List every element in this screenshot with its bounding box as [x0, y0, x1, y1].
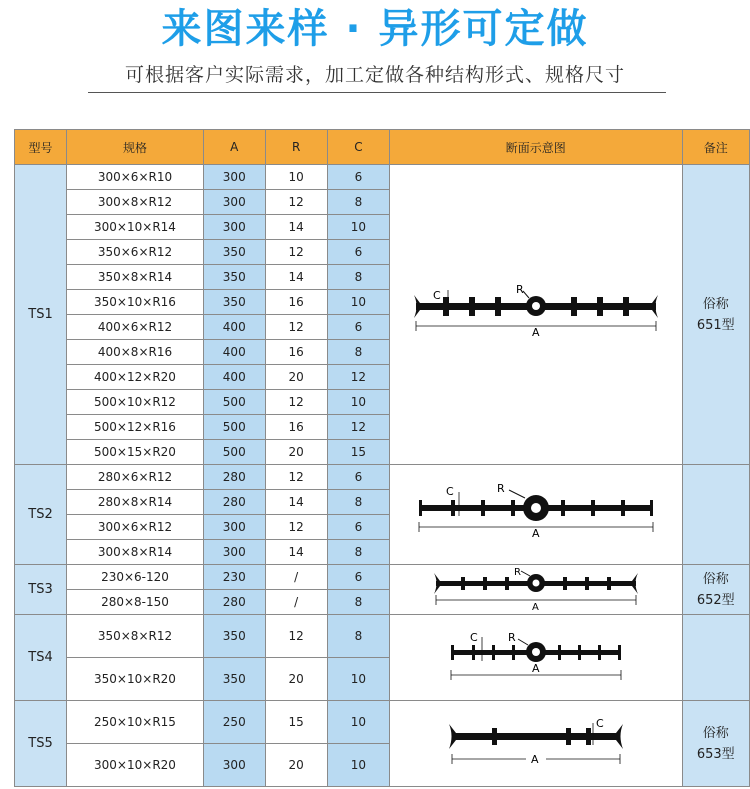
header-diagram: 断面示意图 — [390, 130, 682, 165]
r-cell: 20 — [265, 744, 327, 787]
a-cell: 280 — [203, 490, 265, 515]
a-cell: 350 — [203, 658, 265, 701]
r-cell: 12 — [265, 240, 327, 265]
spec-cell: 400×6×R12 — [67, 315, 204, 340]
a-cell: 350 — [203, 615, 265, 658]
r-cell: 12 — [265, 390, 327, 415]
c-cell: 10 — [327, 390, 389, 415]
spec-cell: 250×10×R15 — [67, 701, 204, 744]
spec-cell: 350×8×R14 — [67, 265, 204, 290]
spec-cell: 300×8×R12 — [67, 190, 204, 215]
diagram-ts5 — [390, 701, 682, 787]
note-model: 653型 — [696, 746, 735, 762]
r-cell: 14 — [265, 215, 327, 240]
label-c: C — [595, 716, 604, 730]
r-cell: / — [265, 565, 327, 590]
spec-cell: 500×10×R12 — [67, 390, 204, 415]
a-cell: 300 — [203, 215, 265, 240]
a-cell: 400 — [203, 365, 265, 390]
waterstop-ts1-diagram — [411, 285, 661, 345]
r-cell: 12 — [265, 465, 327, 490]
c-cell: 8 — [327, 540, 389, 565]
c-cell: 10 — [327, 215, 389, 240]
diagram-ts1 — [390, 165, 682, 465]
c-cell: 8 — [327, 590, 389, 615]
label-r: R — [496, 481, 505, 495]
spec-cell: 300×10×R20 — [67, 744, 204, 787]
label-r: R — [513, 566, 521, 578]
table-row — [15, 615, 750, 658]
c-cell: 10 — [327, 744, 389, 787]
spec-cell: 350×10×R20 — [67, 658, 204, 701]
diagram-ts4 — [390, 615, 682, 701]
note-model: 652型 — [696, 592, 735, 608]
a-cell: 230 — [203, 565, 265, 590]
spec-table — [14, 129, 750, 787]
a-cell: 300 — [203, 744, 265, 787]
header-a: A — [203, 130, 265, 165]
c-cell: 8 — [327, 340, 389, 365]
spec-cell: 300×6×R10 — [67, 165, 204, 190]
note-652 — [682, 565, 749, 615]
header-type: 型号 — [15, 130, 67, 165]
label-a: A — [530, 752, 539, 766]
spec-cell: 300×10×R14 — [67, 215, 204, 240]
label-a: A — [531, 526, 540, 540]
waterstop-ts2-diagram — [411, 480, 661, 550]
a-cell: 350 — [203, 265, 265, 290]
model-ts4: TS4 — [15, 615, 67, 701]
spec-cell: 280×8×R14 — [67, 490, 204, 515]
title-divider — [88, 92, 666, 93]
c-cell: 6 — [327, 465, 389, 490]
c-cell: 6 — [327, 565, 389, 590]
r-cell: 12 — [265, 515, 327, 540]
r-cell: 16 — [265, 290, 327, 315]
header-c: C — [327, 130, 389, 165]
r-cell: 20 — [265, 440, 327, 465]
note-prefix: 俗称 — [702, 571, 729, 587]
note-653 — [682, 701, 749, 787]
label-a: A — [531, 661, 540, 675]
a-cell: 300 — [203, 165, 265, 190]
r-cell: / — [265, 590, 327, 615]
c-cell: 10 — [327, 290, 389, 315]
spec-cell: 230×6-120 — [67, 565, 204, 590]
header-row — [15, 130, 750, 165]
a-cell: 500 — [203, 390, 265, 415]
spec-cell: 280×8-150 — [67, 590, 204, 615]
c-cell: 8 — [327, 265, 389, 290]
a-cell: 300 — [203, 190, 265, 215]
table-row — [15, 701, 750, 744]
spec-cell: 350×8×R12 — [67, 615, 204, 658]
c-cell: 12 — [327, 415, 389, 440]
c-cell: 6 — [327, 240, 389, 265]
a-cell: 250 — [203, 701, 265, 744]
table-row — [15, 465, 750, 490]
label-c: C — [432, 288, 441, 302]
a-cell: 500 — [203, 415, 265, 440]
r-cell: 15 — [265, 701, 327, 744]
label-c: C — [469, 630, 478, 644]
spec-cell: 500×15×R20 — [67, 440, 204, 465]
r-cell: 14 — [265, 490, 327, 515]
label-c: C — [445, 484, 454, 498]
note-empty — [682, 615, 749, 701]
label-r: R — [507, 630, 516, 644]
label-r: R — [515, 284, 524, 296]
diagram-ts3 — [390, 565, 682, 615]
a-cell: 300 — [203, 515, 265, 540]
model-ts1: TS1 — [15, 165, 67, 465]
spec-cell: 300×8×R14 — [67, 540, 204, 565]
spec-cell: 350×10×R16 — [67, 290, 204, 315]
spec-cell: 400×12×R20 — [67, 365, 204, 390]
label-a: A — [531, 325, 540, 339]
spec-cell: 300×6×R12 — [67, 515, 204, 540]
a-cell: 280 — [203, 590, 265, 615]
a-cell: 400 — [203, 340, 265, 365]
label-a: A — [531, 601, 539, 613]
note-prefix: 俗称 — [702, 296, 729, 312]
c-cell: 6 — [327, 315, 389, 340]
r-cell: 20 — [265, 658, 327, 701]
c-cell: 12 — [327, 365, 389, 390]
model-ts3: TS3 — [15, 565, 67, 615]
diagram-ts2 — [390, 465, 682, 565]
r-cell: 12 — [265, 315, 327, 340]
spec-cell: 350×6×R12 — [67, 240, 204, 265]
c-cell: 6 — [327, 165, 389, 190]
note-model: 651型 — [696, 317, 735, 333]
a-cell: 350 — [203, 290, 265, 315]
r-cell: 20 — [265, 365, 327, 390]
page-title: 来图来样 · 异形可定做 — [161, 6, 589, 52]
table-row — [15, 165, 750, 190]
r-cell: 16 — [265, 340, 327, 365]
waterstop-ts3-diagram — [431, 567, 641, 613]
a-cell: 500 — [203, 440, 265, 465]
a-cell: 350 — [203, 240, 265, 265]
header-spec: 规格 — [67, 130, 204, 165]
r-cell: 14 — [265, 540, 327, 565]
waterstop-ts5-diagram — [446, 713, 626, 775]
c-cell: 15 — [327, 440, 389, 465]
c-cell: 8 — [327, 615, 389, 658]
c-cell: 8 — [327, 190, 389, 215]
c-cell: 10 — [327, 701, 389, 744]
r-cell: 16 — [265, 415, 327, 440]
table-row — [15, 565, 750, 590]
spec-cell: 400×8×R16 — [67, 340, 204, 365]
model-ts2: TS2 — [15, 465, 67, 565]
c-cell: 8 — [327, 490, 389, 515]
a-cell: 280 — [203, 465, 265, 490]
c-cell: 10 — [327, 658, 389, 701]
page-subtitle: 可根据客户实际需求，加工定做各种结构形式、规格尺寸 — [124, 64, 625, 86]
note-empty — [682, 465, 749, 565]
a-cell: 400 — [203, 315, 265, 340]
c-cell: 6 — [327, 515, 389, 540]
r-cell: 12 — [265, 190, 327, 215]
header-note: 备注 — [682, 130, 749, 165]
note-651 — [682, 165, 749, 465]
note-prefix: 俗称 — [702, 725, 729, 741]
r-cell: 10 — [265, 165, 327, 190]
r-cell: 14 — [265, 265, 327, 290]
waterstop-ts4-diagram — [446, 625, 626, 691]
model-ts5: TS5 — [15, 701, 67, 787]
header-r: R — [265, 130, 327, 165]
spec-cell: 280×6×R12 — [67, 465, 204, 490]
spec-cell: 500×12×R16 — [67, 415, 204, 440]
a-cell: 300 — [203, 540, 265, 565]
r-cell: 12 — [265, 615, 327, 658]
